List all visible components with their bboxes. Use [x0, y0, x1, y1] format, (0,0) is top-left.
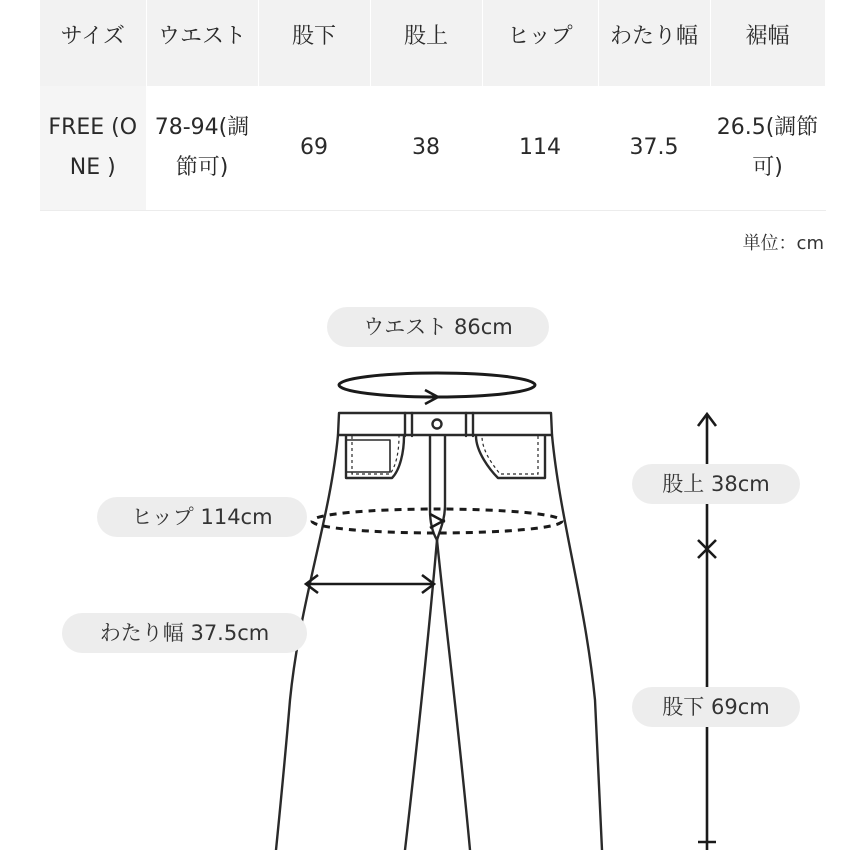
waist-label: ウエスト 86cm — [327, 307, 549, 347]
pocket-right — [476, 436, 545, 478]
header-thigh-width: わたり幅 — [598, 0, 710, 86]
waist-measure — [339, 373, 535, 404]
waistband — [338, 413, 552, 435]
pants-outline — [276, 435, 602, 850]
cell-thigh-width: 37.5 — [598, 86, 710, 211]
header-inseam: 股下 — [258, 0, 370, 86]
hip-label: ヒップ 114cm — [97, 497, 307, 537]
unit-note: 単位：cm — [742, 233, 824, 254]
header-hem-width: 裾幅 — [710, 0, 825, 86]
inseam-label: 股下 69cm — [632, 687, 800, 727]
rise-label: 股上 38cm — [632, 464, 800, 504]
cell-hem-width: 26.5(調節可) — [710, 86, 825, 211]
cell-hip: 114 — [482, 86, 598, 211]
belt-loop-right — [466, 413, 473, 436]
header-hip: ヒップ — [482, 0, 598, 86]
cell-size: FREE (ONE ) — [40, 86, 146, 211]
button — [433, 420, 442, 429]
cell-rise: 38 — [370, 86, 482, 211]
cell-inseam: 69 — [258, 86, 370, 211]
thigh-label: わたり幅 37.5cm — [62, 613, 307, 653]
header-rise: 股上 — [370, 0, 482, 86]
hip-measure — [312, 509, 562, 533]
thigh-measure — [306, 575, 434, 593]
header-waist: ウエスト — [146, 0, 258, 86]
header-size: サイズ — [40, 0, 146, 86]
belt-loop-left — [405, 413, 412, 436]
inner-leg-right — [437, 540, 470, 850]
cell-waist: 78-94(調節可) — [146, 86, 258, 211]
